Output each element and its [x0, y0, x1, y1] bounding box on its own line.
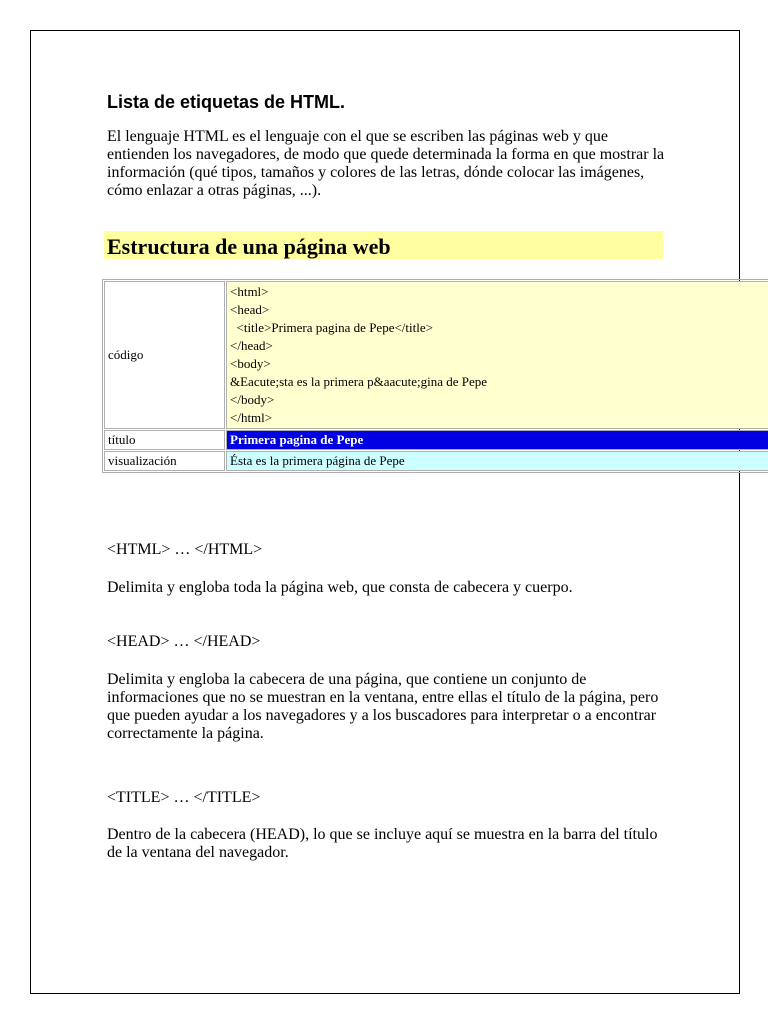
code-line: &Eacute;sta es la primera p&aacute;gina de Pepe — [230, 374, 487, 389]
page-title: Lista de etiquetas de HTML. — [107, 92, 346, 112]
view-label: visualización — [104, 451, 225, 471]
view-value: Ésta es la primera página de Pepe — [226, 451, 768, 471]
tag-name-html: <HTML> … </HTML> — [107, 541, 263, 558]
code-label: código — [104, 281, 225, 429]
code-line: <head> — [230, 302, 270, 317]
code-cell — [226, 281, 768, 429]
code-line: <title>Primera pagina de Pepe</title> — [230, 320, 433, 335]
tag-description-title: Dentro de la cabecera (HEAD), lo que se incluye aquí se muestra en la barra del título de la ventana del navegador. — [107, 826, 658, 861]
code-line: </head> — [230, 338, 273, 353]
section-heading: Estructura de una página web — [107, 234, 391, 259]
title-value: Primera pagina de Pepe — [226, 430, 768, 450]
code-line: <html> — [230, 284, 269, 299]
tag-description-head: Delimita y engloba la cabecera de una página, que contiene un conjunto de informaciones que no se muestran en la ventana, entre ellas el título de la página, pero que pueden ayudar a los navegadores y a los buscadores para interpretar o a encontrar correctamente la página. — [107, 671, 659, 742]
tag-name-title: <TITLE> … </TITLE> — [107, 789, 261, 806]
code-line: </html> — [230, 410, 273, 425]
code-line: </body> — [230, 392, 275, 407]
example-table — [102, 279, 768, 473]
title-label: título — [104, 430, 225, 450]
tag-description-html: Delimita y engloba toda la página web, que consta de cabecera y cuerpo. — [107, 579, 573, 596]
view-row — [104, 451, 768, 471]
intro-paragraph: El lenguaje HTML es el lenguaje con el que se escriben las páginas web y que entienden los navegadores, de modo que quede determinada la forma en que mostrar la información (qué tipos, tamaños y colores de las letras, dónde colocar las imágenes, cómo enlazar a otras páginas, ...). — [107, 128, 665, 199]
code-line: <body> — [230, 356, 271, 371]
code-row — [104, 281, 768, 429]
tag-name-head: <HEAD> … </HEAD> — [107, 633, 261, 650]
title-row — [104, 430, 768, 450]
